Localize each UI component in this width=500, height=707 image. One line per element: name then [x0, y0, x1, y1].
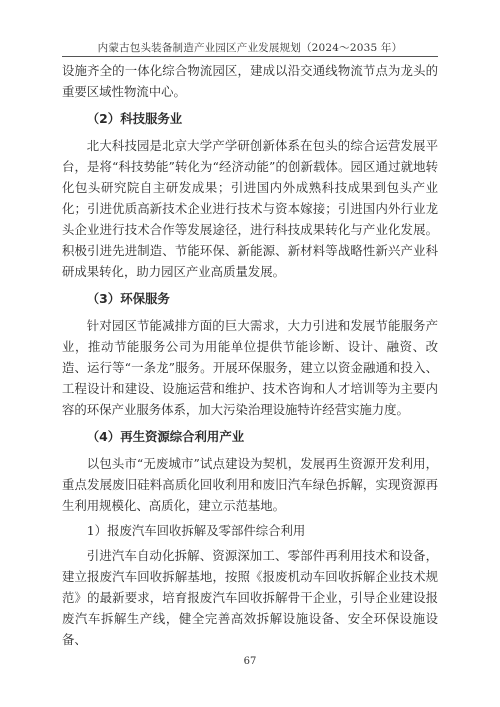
header-rule [62, 56, 438, 57]
paragraph-logistics-continued: 设施齐全的一体化综合物流园区，建成以沿交通线物流节点为龙头的重要区域性物流中心。 [62, 63, 438, 99]
paragraph-science-services: 北大科技园是北京大学产学研创新体系在包头的综合运营发展平台，是将“科技势能”转化为“经济动能”的创新载体。园区通过就地转化包头研究院自主研发成果；引进国内外成熟科技成果到包头产业化；引进优质高新技术企业进行技术与资本嫁接；引进国内外行业龙头企业进行技术合作等发展途径，进行科技成果转化与产业化发展。积极引进先进制造、节能环保、新能源、新材料等战略性新兴产业科研成果转化，助力园区产业高质量发展。 [62, 138, 438, 279]
page-number: 67 [243, 656, 257, 667]
paragraph-environmental-services: 针对园区节能减排方面的巨大需求，大力引进和发展节能服务产业，推动节能服务公司为用能单位提供节能诊断、设计、融资、改造、运行等“一条龙”服务。开展环保服务，建立以资金融通和投入、工程设计和建设、设施运营和维护、技术咨询和人才培训等为主要内容的环保产业服务体系，加大污染治理设施特许经营实施力度。 [62, 318, 438, 417]
heading-environmental-services: （3）环保服务 [86, 291, 170, 306]
running-header: 内蒙古包头装备制造产业园区产业发展规划（2024～2035 年） [97, 42, 403, 54]
heading-science-services: （2）科技服务业 [86, 111, 183, 126]
paragraph-vehicle-recycling: 引进汽车自动化拆解、资源深加工、零部件再利用技术和设备，建立报废汽车回收拆解基地，按照《报废机动车回收拆解企业技术规范》的最新要求，培育报废汽车回收拆解骨干企业，引导企业建设报废汽车拆解生产线，健全完善高效拆解设施设备、安全环保设施设备、 [62, 548, 438, 647]
paragraph-recycling-industry: 以包头市“无废城市”试点建设为契机，发展再生资源开发利用，重点发展废旧硅料高质化回收利用和废旧汽车绿色拆解，实现资源再生利用规模化、高质化，建立示范基地。 [62, 456, 438, 513]
heading-recycling-industry: （4）再生资源综合利用产业 [86, 429, 245, 444]
subheading-vehicle-recycling: 1）报废汽车回收拆解及零部件综合利用 [86, 523, 306, 538]
page-body [62, 60, 438, 650]
